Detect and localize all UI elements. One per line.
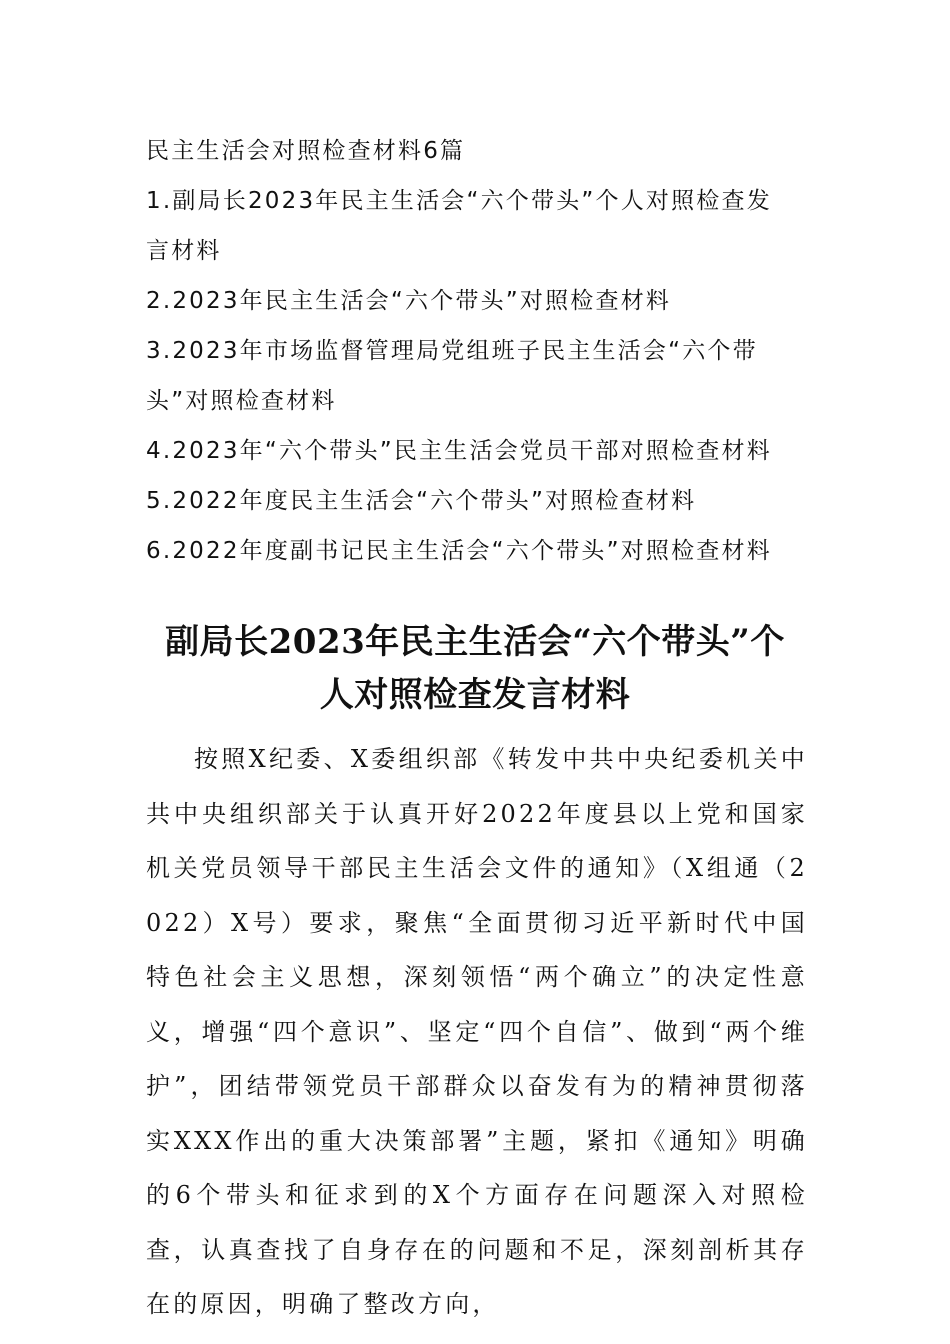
article-title-line-2: 人对照检查发言材料 xyxy=(319,675,631,715)
toc-item-6: 6.2022年度副书记民主生活会“六个带头”对照检查材料 xyxy=(146,538,772,564)
toc-item-1-continued: 言材料 xyxy=(146,238,222,264)
article-paragraph: 按照X纪委、X委组织部《转发中共中央纪委机关中共中央组织部关于认真开好2022年度县以上党和国家机关党员领导干部民主生活会文件的通知》（X组通（2022）X号）要求，聚焦“全面贯彻习近平新时代中国特色社会主义思想，深刻领悟“两个确立”的决定性意义，增强“四个意识”、坚定“四个自信”、做到“两个维护”，团结带领党员干部群众以奋发有为的精神贯彻落实XXX作出的重大决策部署”主题，紧扣《通知》明确的6个带头和征求到的X个方面存在问题深入对照检查，认真查找了自身存在的问题和不足，深刻剖析其存在的原因，明确了整改方向， xyxy=(146,745,808,1318)
toc-item-1: 1.副局长2023年民主生活会“六个带头”个人对照检查发 xyxy=(146,188,772,214)
article-title-line-1: 副局长2023年民主生活会“六个带头”个 xyxy=(165,622,785,662)
toc-item-2: 2.2023年民主生活会“六个带头”对照检查材料 xyxy=(146,288,672,314)
table-of-contents xyxy=(146,126,806,576)
toc-heading: 民主生活会对照检查材料6篇 xyxy=(146,138,466,164)
toc-item-4: 4.2023年“六个带头”民主生活会党员干部对照检查材料 xyxy=(146,438,772,464)
toc-item-3: 3.2023年市场监督管理局党组班子民主生活会“六个带 xyxy=(146,338,758,364)
article-title xyxy=(100,616,850,722)
toc-item-3-continued: 头”对照检查材料 xyxy=(146,388,337,414)
toc-item-5: 5.2022年度民主生活会“六个带头”对照检查材料 xyxy=(146,488,697,514)
